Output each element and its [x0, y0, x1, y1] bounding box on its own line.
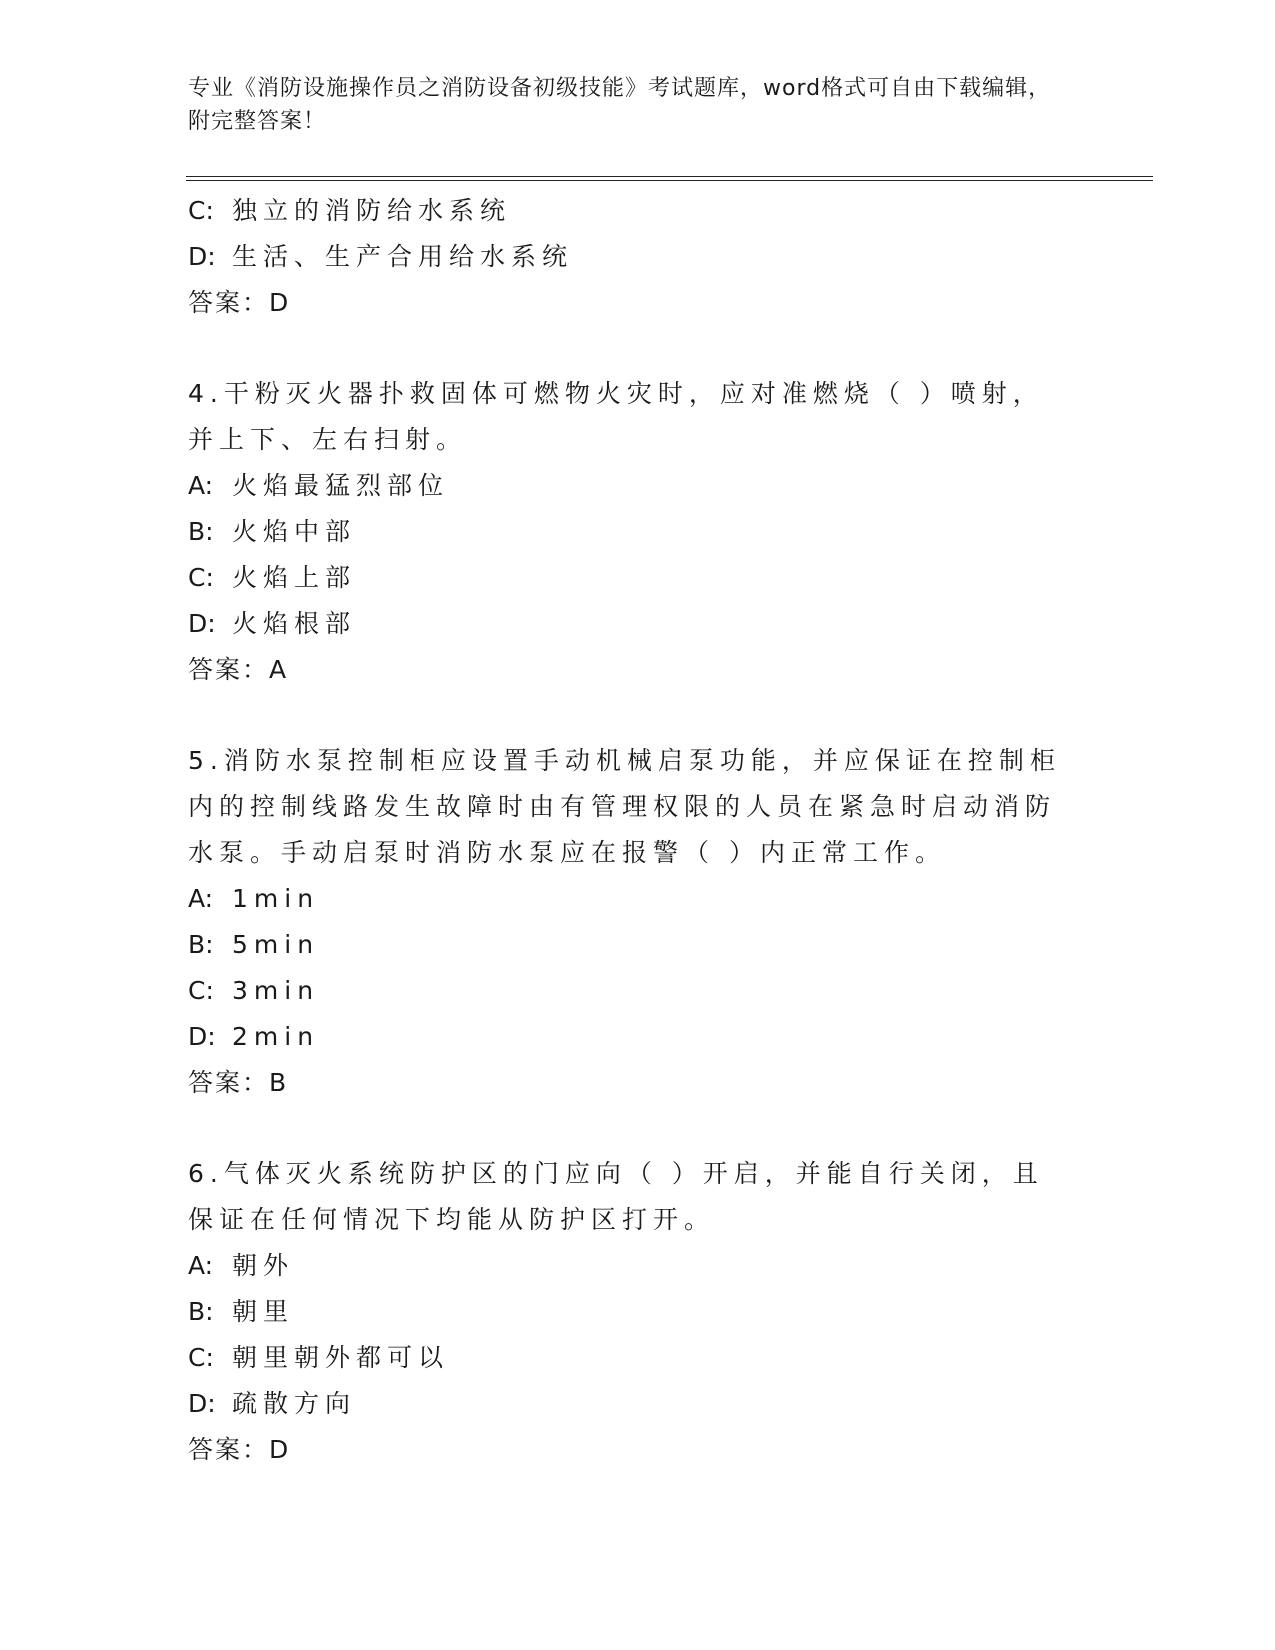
question-block [188, 188, 1068, 326]
question-list [188, 188, 1068, 1473]
option-c [188, 188, 1068, 234]
option-key: A: [188, 1251, 214, 1280]
answer-line: 答案：D [188, 1435, 291, 1464]
option-c [188, 968, 1068, 1014]
option-key: C: [188, 196, 214, 225]
option-text: 2min [232, 1022, 320, 1051]
question-block [188, 1151, 1068, 1473]
option-a [188, 1243, 1068, 1289]
header-rule-top [186, 176, 1153, 177]
option-text: 5min [232, 930, 320, 959]
option-d [188, 234, 1068, 280]
option-text: 3min [232, 976, 320, 1005]
option-text: 疏散方向 [232, 1389, 357, 1418]
answer-line: 答案：D [188, 288, 291, 317]
option-d [188, 1381, 1068, 1427]
option-text: 朝里朝外都可以 [232, 1343, 450, 1372]
answer-line: 答案：B [188, 1068, 289, 1097]
option-text: 朝里 [232, 1297, 295, 1326]
option-text: 火焰根部 [232, 609, 357, 638]
option-c [188, 1335, 1068, 1381]
block-spacer [188, 326, 1068, 371]
option-key: A: [188, 884, 214, 913]
option-key: B: [188, 517, 214, 546]
option-d [188, 1014, 1068, 1060]
option-text: 火焰中部 [232, 517, 357, 546]
question-text: 5.消防水泵控制柜应设置手动机械启泵功能，并应保证在控制柜内的控制线路发生故障时由有管理权限的人员在紧急时启动消防水泵。手动启泵时消防水泵应在报警（ ）内正常工作。 [188, 746, 1061, 867]
question-text: 6.气体灭火系统防护区的门应向（ ）开启，并能自行关闭，且保证在任何情况下均能从防护区打开。 [188, 1159, 1044, 1234]
option-text: 火焰最猛烈部位 [232, 471, 450, 500]
option-key: B: [188, 1297, 214, 1326]
option-key: D: [188, 1389, 216, 1418]
option-b [188, 509, 1068, 555]
option-c [188, 555, 1068, 601]
option-key: C: [188, 976, 214, 1005]
block-spacer [188, 1106, 1068, 1151]
option-b [188, 922, 1068, 968]
option-text: 朝外 [232, 1251, 295, 1280]
question-block [188, 371, 1068, 693]
option-d [188, 601, 1068, 647]
option-text: 1min [232, 884, 320, 913]
option-key: D: [188, 609, 216, 638]
option-key: D: [188, 1022, 216, 1051]
question-text: 4.干粉灭火器扑救固体可燃物火灾时，应对准燃烧（ ）喷射，并上下、左右扫射。 [188, 379, 1044, 454]
option-a [188, 876, 1068, 922]
block-spacer [188, 693, 1068, 738]
option-b [188, 1289, 1068, 1335]
option-key: B: [188, 930, 214, 959]
question-block [188, 738, 1068, 1106]
option-key: C: [188, 1343, 214, 1372]
page-header: 专业《消防设施操作员之消防设备初级技能》考试题库，word格式可自由下载编辑，附完整答案！ [188, 76, 1052, 134]
answer-line: 答案：A [188, 655, 289, 684]
option-text: 独立的消防给水系统 [232, 196, 512, 225]
option-key: D: [188, 242, 216, 271]
option-a [188, 463, 1068, 509]
header-rule-bottom [186, 180, 1153, 181]
option-text: 火焰上部 [232, 563, 357, 592]
option-key: A: [188, 471, 214, 500]
option-text: 生活、生产合用给水系统 [232, 242, 574, 271]
option-key: C: [188, 563, 214, 592]
